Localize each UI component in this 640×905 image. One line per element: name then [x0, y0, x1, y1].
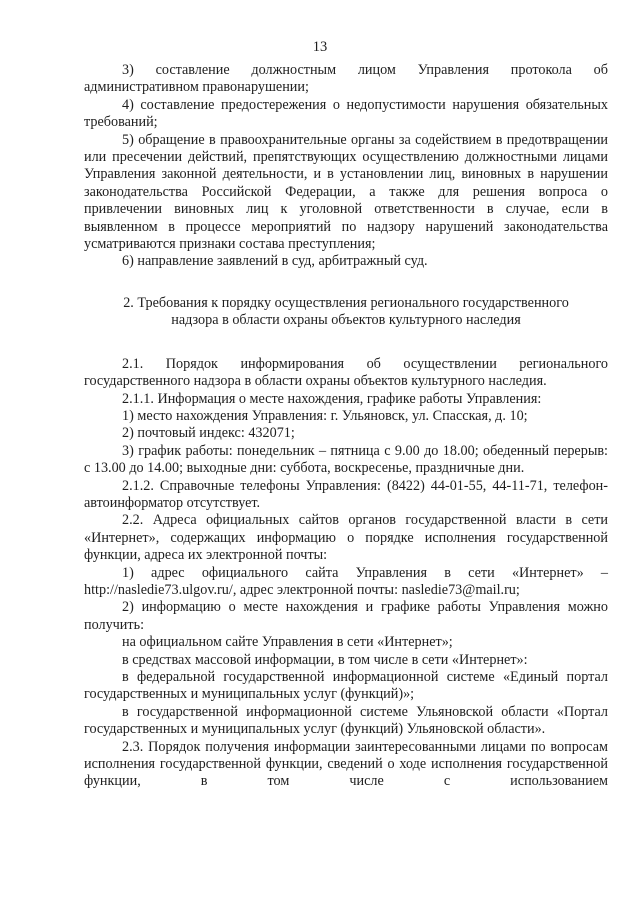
paragraph-2-2: 2.2. Адреса официальных сайтов органов государственной власти в сети «Интернет», содержащих информацию о порядке исполнения государственной функции, адреса их электронной почты: [84, 512, 608, 564]
paragraph-official-site: на официальном сайте Управления в сети «Интернет»; [122, 634, 453, 651]
paragraph-work-schedule: 3) график работы: понедельник – пятница с 9.00 до 18.00; обеденный перерыв: с 13.00 до 14.00; выходные дни: суббота, воскресенье, праздничные дни. [84, 442, 608, 477]
paragraph-2-3: 2.3. Порядок получения информации заинтересованными лицами по вопросам исполнения государственной функции, сведений о ходе исполнения государственной функции, в том числе с использованием [84, 738, 608, 790]
paragraph-2-1-2-phones: 2.1.2. Справочные телефоны Управления: (8422) 44-01-55, 44-11-71, телефон-автоинформатор отсутствует. [84, 477, 608, 511]
paragraph-info-sources: 2) информацию о месте нахождения и графике работы Управления можно получить: [84, 599, 608, 633]
paragraph-item-5: 5) обращение в правоохранительные органы за содействием в предотвращении или пресечении действий, препятствующих осуществлению должностными лицами Управления законной деятельности, и в установлении лиц, виновных в нарушении законодательства Российской Федерации, а также для решения вопроса о привлечении виновных лиц к уголовной ответственности в случае, если в выявленном в процессе мероприятий по надзору нарушений законодательства усматриваются признаки состава преступления; [84, 131, 608, 253]
paragraph-federal-portal: в федеральной государственной информационной системе «Единый портал государственных и муниципальных услуг (функций)»; [84, 669, 608, 703]
paragraph-2-1: 2.1. Порядок информирования об осуществлении регионального государственного надзора в области охраны объектов культурного наследия. [84, 355, 608, 390]
section-heading-line-2: надзора в области охраны объектов культурного наследия [171, 312, 521, 329]
section-heading-line-1: 2. Требования к порядку осуществления регионального государственного [123, 294, 569, 311]
paragraph-item-6: 6) направление заявлений в суд, арбитражный суд. [122, 253, 428, 270]
section-heading [84, 295, 608, 330]
paragraph-2-1-1: 2.1.1. Информация о месте нахождения, графике работы Управления: [122, 390, 542, 407]
paragraph-website-email: 1) адрес официального сайта Управления в сети «Интернет» – http://nasledie73.ulgov.ru/, адрес электронной почты: nasledie73@mail.ru; [84, 564, 608, 598]
paragraph-regional-portal: в государственной информационной системе Ульяновской области «Портал государственных и муниципальных услуг (функций) Ульяновской области». [84, 703, 608, 738]
paragraph-mass-media: в средствах массовой информации, в том числе в сети «Интернет»: [122, 651, 528, 668]
paragraph-location: 1) место нахождения Управления: г. Ульяновск, ул. Спасская, д. 10; [122, 407, 528, 424]
paragraph-item-3: 3) составление должностным лицом Управления протокола об административном правонарушении; [84, 62, 608, 96]
paragraph-postal-index: 2) почтовый индекс: 432071; [122, 425, 295, 442]
paragraph-item-4: 4) составление предостережения о недопустимости нарушения обязательных требований; [84, 96, 608, 131]
document-body [84, 62, 608, 791]
page-number: 13 [312, 39, 328, 55]
